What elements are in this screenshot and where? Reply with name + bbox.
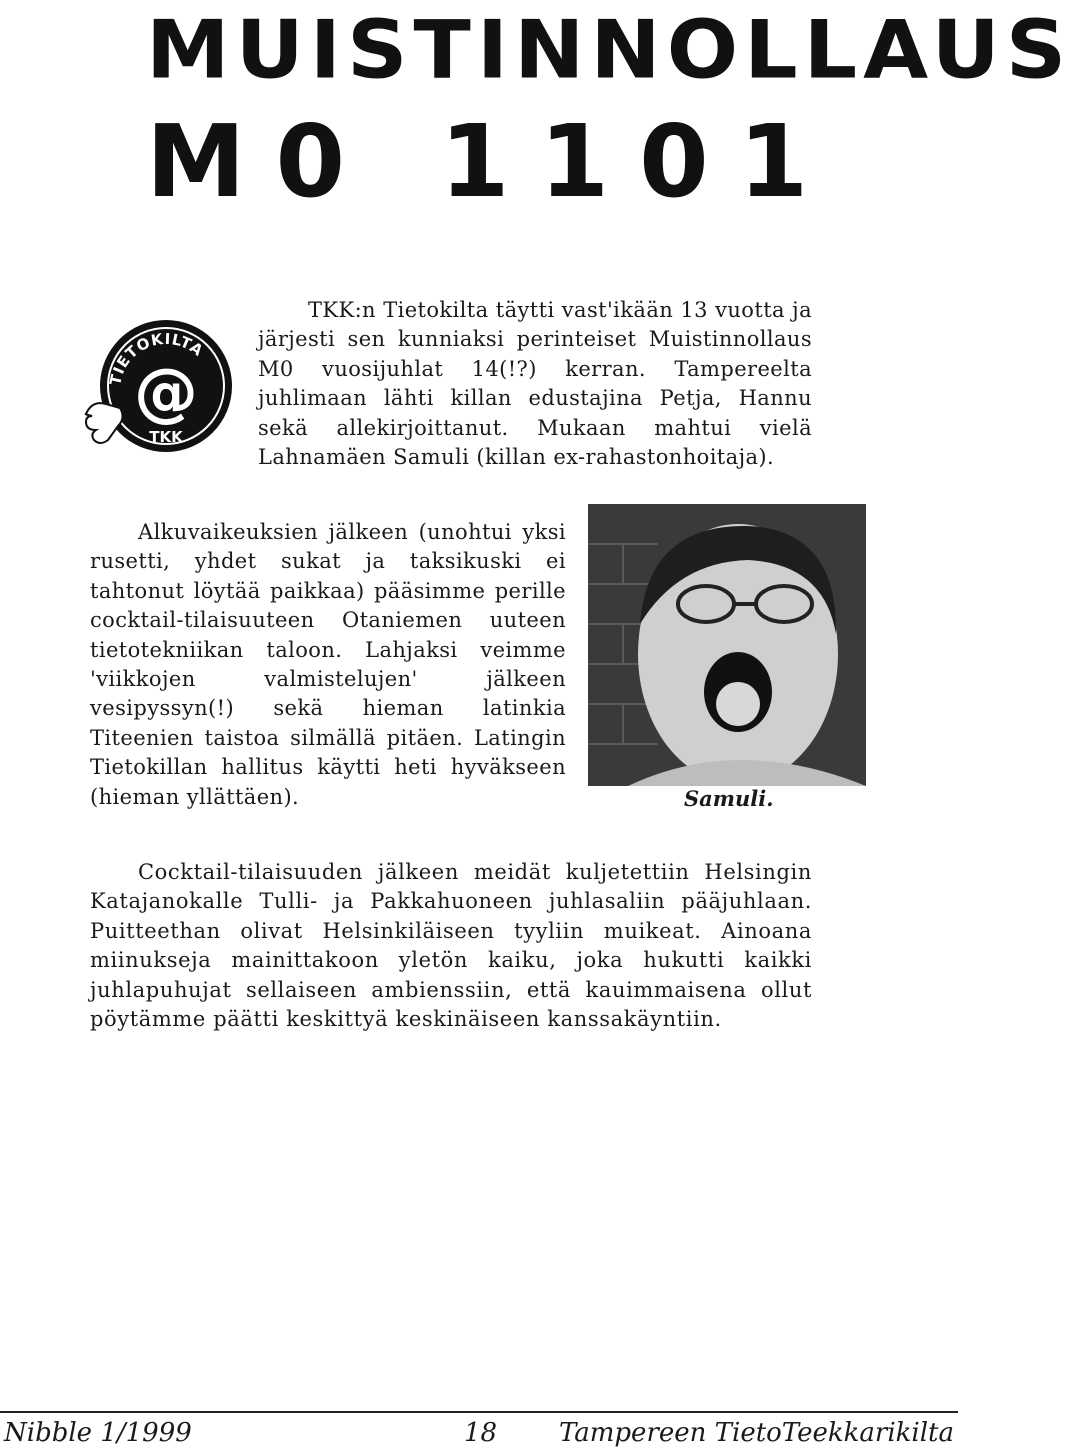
article-title-line-2: M0 1101 (146, 103, 839, 220)
photo-caption: Samuli. (684, 786, 774, 811)
samuli-photo (588, 504, 866, 786)
paragraph-intro: TKK:n Tietokilta täytti vast'ikään 13 vuotta ja järjesti sen kunniaksi perinteiset Muistinnollaus M0 vuosijuhlat 14(!?) kerran. Tampereelta juhlimaan lähti killan edustajina Petja, Hannu sekä allekirjoittanut. Mukaan mahtui vielä Lahnamäen Samuli (killan ex-rahastonhoitaja). (258, 298, 812, 470)
at-sign-icon: @ (134, 356, 198, 430)
footer-publication: Nibble 1/1999 (4, 1418, 192, 1448)
footer-organization: Tampereen TietoTeekkarikilta (558, 1418, 954, 1448)
footer-divider (0, 1411, 958, 1413)
logo-text-bottom: TKK (149, 428, 183, 446)
paragraph-cocktail: Alkuvaikeuksien jälkeen (unohtui yksi rusetti, yhdet sukat ja taksikuski ei tahtonut löytää paikkaa) pääsimme perille cocktail-tilaisuuteen Otaniemen uuteen tietotekniikan taloon. Lahjaksi veimme 'viikkojen valmistelujen' jälkeen vesipyssyn(!) sekä hieman latinkia Titeenien taistoa silmällä pitäen. Latingin Tietokillan hallitus käytti heti hyväkseen (hieman yllättäen). (90, 520, 566, 809)
article-title-line-1: MUISTINNOLLAUS (146, 3, 1072, 97)
logo-text-top: TIETOKILTA (106, 329, 208, 387)
glove-hand-icon (86, 403, 123, 443)
tietokilta-logo (82, 318, 232, 454)
footer-page-number: 18 (464, 1418, 498, 1448)
paragraph-main-party: Cocktail-tilaisuuden jälkeen meidät kuljetettiin Helsingin Katajanokalle Tulli- ja Pakkahuoneen juhlasaliin pääjuhlaan. Puitteethan olivat Helsinkiläiseen tyyliin muikeat. Ainoana miinukseja mainittakoon yletön kaiku, joka hukutti kaikki juhlapuhujat sellaiseen ambienssiin, että kauimmaisena ollut pöytämme päätti keskittyä keskinäiseen kanssakäyntiin. (90, 860, 812, 1032)
